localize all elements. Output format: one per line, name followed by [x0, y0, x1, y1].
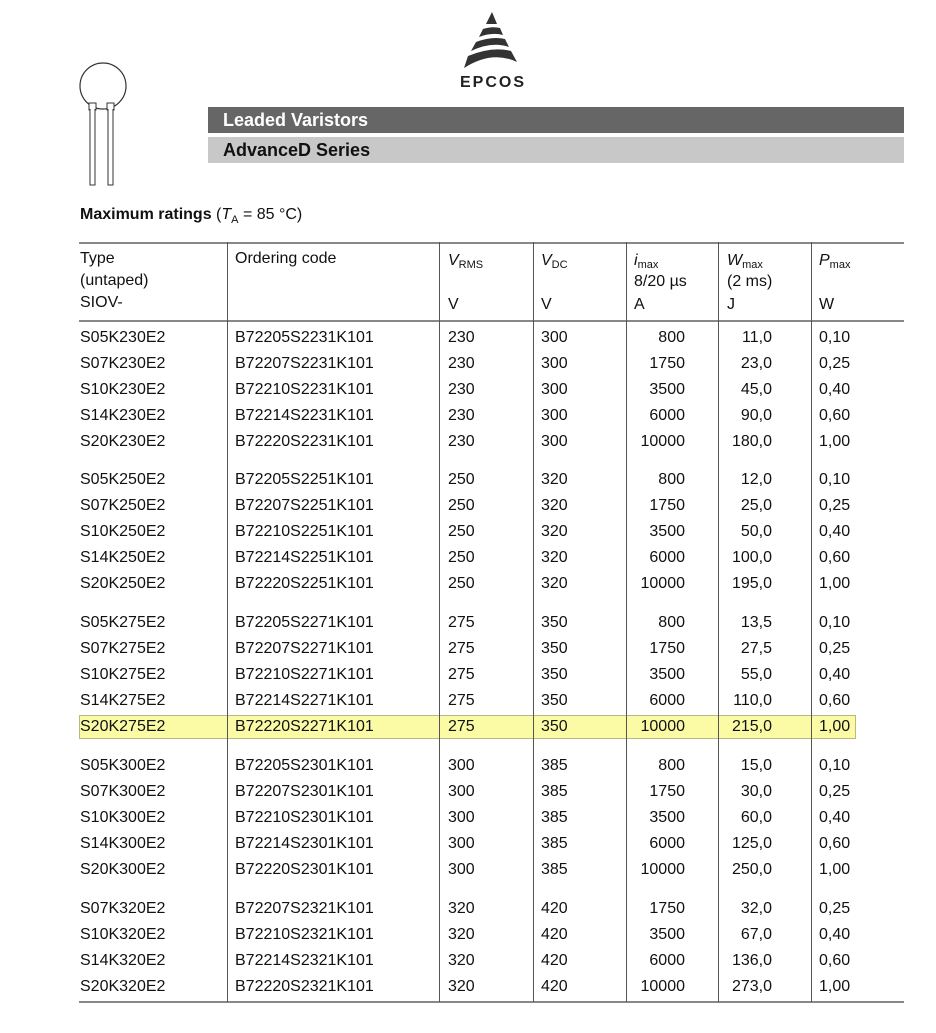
cell-ordering-code: B72205S2271K101 [235, 614, 374, 631]
cell-pmax: 0,25 [819, 783, 851, 800]
cell-ordering-code: B72210S2271K101 [235, 666, 374, 683]
cell-ordering-code: B72207S2271K101 [235, 640, 374, 657]
header-imax-symbol: i [634, 252, 638, 269]
header-imax-pulse: 8/20 µs [634, 273, 687, 290]
cell-wmax: 11,0 [742, 329, 772, 346]
header-wmax-symbol: W [727, 252, 743, 269]
cell-vrms: 250 [448, 575, 475, 592]
cell-imax: 3500 [649, 381, 685, 398]
cell-wmax: 273,0 [731, 978, 772, 995]
cell-wmax: 55,0 [740, 666, 772, 683]
cell-imax: 800 [658, 471, 685, 488]
cell-pmax: 0,10 [819, 757, 851, 774]
cell-imax: 10000 [640, 433, 685, 450]
header-bottom-border [79, 320, 904, 322]
epcos-logo-icon [462, 10, 524, 70]
cell-pmax: 1,00 [819, 861, 851, 878]
cell-type: S07K250E2 [80, 497, 166, 514]
cell-pmax: 0,25 [819, 497, 851, 514]
cell-type: S07K230E2 [80, 355, 166, 372]
header-imax-subscript: max [637, 259, 659, 271]
epcos-logo [448, 10, 538, 90]
cell-vdc: 320 [541, 523, 568, 540]
header-vrms [448, 252, 483, 274]
header-wmax-subscript: max [742, 259, 763, 271]
cell-type: S10K230E2 [80, 381, 166, 398]
cell-vrms: 250 [448, 471, 475, 488]
cell-vrms: 300 [448, 757, 475, 774]
header-pmax-unit: W [819, 296, 835, 313]
cell-vdc: 300 [541, 355, 568, 372]
cell-ordering-code: B72210S2301K101 [235, 809, 374, 826]
cell-ordering-code: B72220S2301K101 [235, 861, 374, 878]
cell-vdc: 320 [541, 471, 568, 488]
cell-imax: 1750 [649, 900, 685, 917]
cell-wmax: 180,0 [731, 433, 772, 450]
cell-vrms: 250 [448, 523, 475, 540]
cell-ordering-code: B72210S2231K101 [235, 381, 374, 398]
cell-wmax: 12,0 [740, 471, 772, 488]
cell-ordering-code: B72214S2271K101 [235, 692, 374, 709]
header-wmax-unit: J [727, 296, 735, 313]
header-type-prefix: SIOV- [80, 294, 123, 311]
condition-value: = 85 °C) [238, 206, 303, 223]
cell-ordering-code: B72210S2251K101 [235, 523, 374, 540]
cell-wmax: 195,0 [731, 575, 772, 592]
cell-wmax: 25,0 [740, 497, 772, 514]
cell-imax: 1750 [649, 640, 685, 657]
cell-wmax: 215,0 [731, 718, 772, 735]
cell-pmax: 0,60 [819, 549, 851, 566]
cell-imax: 1750 [649, 355, 685, 372]
cell-vdc: 300 [541, 329, 568, 346]
cell-wmax: 15,0 [740, 757, 772, 774]
cell-vrms: 275 [448, 692, 475, 709]
cell-ordering-code: B72207S2231K101 [235, 355, 374, 372]
header-vdc-unit: V [541, 296, 552, 313]
cell-wmax: 27,5 [740, 640, 772, 657]
cell-imax: 3500 [649, 523, 685, 540]
cell-type: S14K250E2 [80, 549, 166, 566]
cell-vrms: 230 [448, 407, 475, 424]
cell-vrms: 275 [448, 614, 475, 631]
cell-vdc: 385 [541, 861, 568, 878]
cell-pmax: 0,40 [819, 381, 851, 398]
cell-type: S07K300E2 [80, 783, 166, 800]
cell-vrms: 250 [448, 549, 475, 566]
header-vrms-unit: V [448, 296, 459, 313]
cell-ordering-code: B72207S2301K101 [235, 783, 374, 800]
cell-pmax: 0,60 [819, 835, 851, 852]
cell-wmax: 67,0 [740, 926, 772, 943]
cell-wmax: 13,5 [740, 614, 772, 631]
cell-vdc: 350 [541, 692, 568, 709]
cell-vdc: 350 [541, 718, 568, 735]
cell-pmax: 0,10 [819, 614, 851, 631]
cell-type: S14K275E2 [80, 692, 166, 709]
cell-wmax: 250,0 [731, 861, 772, 878]
header-pmax-symbol: P [819, 252, 830, 269]
cell-type: S20K275E2 [80, 718, 166, 735]
cell-ordering-code: B72220S2271K101 [235, 718, 374, 735]
cell-pmax: 1,00 [819, 575, 851, 592]
brand-name: EPCOS [459, 74, 526, 91]
header-type-line2: (untaped) [80, 272, 149, 289]
cell-vrms: 320 [448, 926, 475, 943]
cell-imax: 1750 [649, 497, 685, 514]
cell-vdc: 385 [541, 783, 568, 800]
header-ordering-code: Ordering code [235, 250, 337, 267]
cell-imax: 800 [658, 614, 685, 631]
table-top-border [79, 242, 904, 244]
cell-type: S05K300E2 [80, 757, 166, 774]
cell-ordering-code: B72220S2231K101 [235, 433, 374, 450]
cell-imax: 1750 [649, 783, 685, 800]
cell-pmax: 1,00 [819, 718, 851, 735]
cell-pmax: 0,60 [819, 407, 851, 424]
header-vrms-subscript: RMS [458, 259, 484, 271]
column-divider [626, 242, 627, 1002]
cell-pmax: 0,10 [819, 329, 851, 346]
cell-vdc: 420 [541, 978, 568, 995]
cell-vdc: 385 [541, 835, 568, 852]
cell-ordering-code: B72207S2251K101 [235, 497, 374, 514]
cell-wmax: 125,0 [731, 835, 772, 852]
cell-imax: 6000 [649, 407, 685, 424]
cell-vrms: 250 [448, 497, 475, 514]
cell-vdc: 350 [541, 614, 568, 631]
cell-ordering-code: B72220S2321K101 [235, 978, 374, 995]
cell-vrms: 230 [448, 355, 475, 372]
cell-pmax: 0,10 [819, 471, 851, 488]
cell-vrms: 230 [448, 433, 475, 450]
cell-imax: 3500 [649, 809, 685, 826]
cell-imax: 3500 [649, 666, 685, 683]
cell-wmax: 100,0 [731, 549, 772, 566]
cell-vrms: 275 [448, 640, 475, 657]
cell-wmax: 45,0 [740, 381, 772, 398]
cell-ordering-code: B72214S2321K101 [235, 952, 374, 969]
cell-vdc: 320 [541, 575, 568, 592]
cell-vdc: 420 [541, 900, 568, 917]
header-pmax [819, 252, 850, 274]
column-divider [227, 242, 228, 1002]
cell-type: S10K250E2 [80, 523, 166, 540]
cell-vdc: 350 [541, 666, 568, 683]
cell-vdc: 300 [541, 433, 568, 450]
cell-type: S14K230E2 [80, 407, 166, 424]
cell-vdc: 350 [541, 640, 568, 657]
cell-ordering-code: B72220S2251K101 [235, 575, 374, 592]
cell-wmax: 110,0 [733, 692, 772, 709]
cell-pmax: 0,60 [819, 692, 851, 709]
cell-pmax: 1,00 [819, 978, 851, 995]
cell-pmax: 0,40 [819, 523, 851, 540]
cell-wmax: 23,0 [740, 355, 772, 372]
cell-vdc: 320 [541, 497, 568, 514]
cell-imax: 6000 [649, 952, 685, 969]
cell-imax: 800 [658, 757, 685, 774]
cell-type: S05K230E2 [80, 329, 166, 346]
cell-type: S07K320E2 [80, 900, 166, 917]
cell-vrms: 300 [448, 809, 475, 826]
header-vdc-symbol: V [541, 252, 552, 269]
cell-type: S05K250E2 [80, 471, 166, 488]
cell-vrms: 320 [448, 900, 475, 917]
cell-imax: 800 [658, 329, 685, 346]
cell-type: S07K275E2 [80, 640, 166, 657]
cell-type: S20K320E2 [80, 978, 166, 995]
header-imax-unit: A [634, 296, 645, 313]
cell-vdc: 420 [541, 926, 568, 943]
cell-vrms: 320 [448, 952, 475, 969]
condition-subscript: A [231, 214, 239, 227]
cell-type: S14K300E2 [80, 835, 166, 852]
cell-imax: 6000 [649, 692, 685, 709]
cell-imax: 6000 [649, 549, 685, 566]
cell-vdc: 420 [541, 952, 568, 969]
column-divider [439, 242, 440, 1002]
disc-varistor-icon [72, 62, 132, 188]
cell-type: S20K250E2 [80, 575, 166, 592]
cell-imax: 6000 [649, 835, 685, 852]
product-line-banner: Leaded Varistors [208, 107, 904, 133]
condition-open: ( [216, 206, 222, 223]
cell-pmax: 0,60 [819, 952, 851, 969]
header-imax [634, 252, 658, 274]
cell-vrms: 300 [448, 861, 475, 878]
cell-pmax: 1,00 [819, 433, 851, 450]
cell-pmax: 0,40 [819, 809, 851, 826]
cell-imax: 10000 [640, 718, 685, 735]
series-banner: AdvanceD Series [208, 137, 904, 163]
cell-ordering-code: B72205S2301K101 [235, 757, 374, 774]
column-divider [718, 242, 719, 1002]
cell-wmax: 50,0 [740, 523, 772, 540]
cell-vrms: 320 [448, 978, 475, 995]
cell-pmax: 0,40 [819, 666, 851, 683]
cell-imax: 10000 [640, 978, 685, 995]
cell-vrms: 230 [448, 381, 475, 398]
header-type-line1: Type [80, 250, 115, 267]
header-wmax [727, 252, 763, 274]
cell-vdc: 320 [541, 549, 568, 566]
header-wmax-duration: (2 ms) [727, 273, 773, 290]
cell-imax: 10000 [640, 861, 685, 878]
cell-vdc: 385 [541, 757, 568, 774]
cell-ordering-code: B72214S2301K101 [235, 835, 374, 852]
cell-wmax: 60,0 [740, 809, 772, 826]
cell-imax: 10000 [640, 575, 685, 592]
column-divider [811, 242, 812, 1002]
cell-wmax: 32,0 [740, 900, 772, 917]
cell-pmax: 0,40 [819, 926, 851, 943]
cell-ordering-code: B72207S2321K101 [235, 900, 374, 917]
cell-type: S20K230E2 [80, 433, 166, 450]
header-vrms-symbol: V [448, 252, 459, 269]
cell-ordering-code: B72205S2231K101 [235, 329, 374, 346]
cell-wmax: 90,0 [740, 407, 772, 424]
header-vdc-subscript: DC [551, 259, 568, 271]
section-heading: Maximum ratings [80, 206, 212, 223]
cell-type: S14K320E2 [80, 952, 166, 969]
cell-vrms: 275 [448, 718, 475, 735]
cell-ordering-code: B72214S2231K101 [235, 407, 374, 424]
cell-ordering-code: B72214S2251K101 [235, 549, 374, 566]
cell-vrms: 300 [448, 835, 475, 852]
cell-type: S05K275E2 [80, 614, 166, 631]
cell-imax: 3500 [649, 926, 685, 943]
cell-wmax: 30,0 [740, 783, 772, 800]
header-vdc [541, 252, 568, 274]
table-bottom-border [79, 1001, 904, 1003]
cell-vrms: 230 [448, 329, 475, 346]
cell-vrms: 275 [448, 666, 475, 683]
cell-pmax: 0,25 [819, 640, 851, 657]
section-title [80, 206, 302, 226]
cell-vdc: 300 [541, 381, 568, 398]
cell-vrms: 300 [448, 783, 475, 800]
cell-pmax: 0,25 [819, 900, 851, 917]
header-type [80, 250, 149, 312]
cell-type: S10K275E2 [80, 666, 166, 683]
cell-ordering-code: B72210S2321K101 [235, 926, 374, 943]
cell-type: S10K300E2 [80, 809, 166, 826]
condition-symbol: T [221, 206, 232, 223]
cell-pmax: 0,25 [819, 355, 851, 372]
column-divider [533, 242, 534, 1002]
cell-type: S20K300E2 [80, 861, 166, 878]
cell-vdc: 300 [541, 407, 568, 424]
cell-ordering-code: B72205S2251K101 [235, 471, 374, 488]
cell-vdc: 385 [541, 809, 568, 826]
cell-wmax: 136,0 [731, 952, 772, 969]
header-pmax-subscript: max [829, 259, 851, 271]
cell-type: S10K320E2 [80, 926, 166, 943]
